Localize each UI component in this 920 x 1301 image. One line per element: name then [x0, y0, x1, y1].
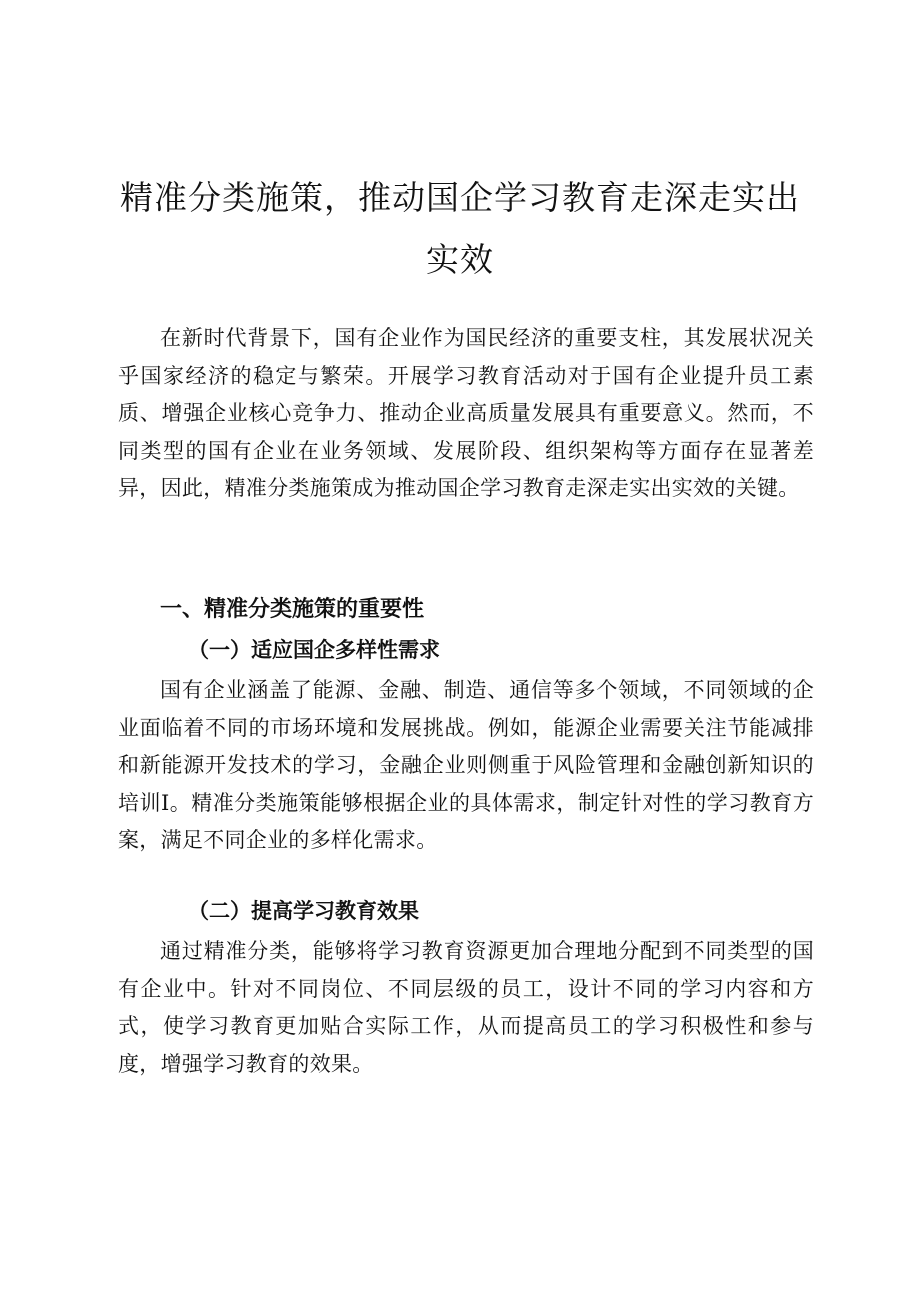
- subsection-1-paragraph: 国有企业涵盖了能源、金融、制造、通信等多个领域，不同领域的企业面临着不同的市场环境和发展挑战。例如，能源企业需要关注节能减排和新能源开发技术的学习，金融企业则侧重于风险管理和金融创新知识的培训I。精准分类施策能够根据企业的具体需求，制定针对性的学习教育方案，满足不同企业的多样化需求。: [118, 678, 814, 853]
- document-title-line-2: 实效: [426, 240, 494, 279]
- intro-paragraph: 在新时代背景下，国有企业作为国民经济的重要支柱，其发展状况关乎国家经济的稳定与繁荣。开展学习教育活动对于国有企业提升员工素质、增强企业核心竞争力、推动企业高质量发展具有重要意义。然而，不同类型的国有企业在业务领域、发展阶段、组织架构等方面存在显著差异，因此，精准分类施策成为推动国企学习教育走深走实出实效的关键。: [118, 326, 814, 501]
- document-title-line-1: 精准分类施策，推动国企学习教育走深走实出: [120, 178, 800, 217]
- subsection-2-paragraph: 通过精准分类，能够将学习教育资源更加合理地分配到不同类型的国有企业中。针对不同岗位、不同层级的员工，设计不同的学习内容和方式，使学习教育更加贴合实际工作，从而提高员工的学习积极性和参与度，增强学习教育的效果。: [118, 939, 814, 1076]
- subsection-1-heading: （一）适应国企多样性需求: [188, 637, 440, 662]
- subsection-2-heading: （二）提高学习教育效果: [188, 898, 419, 923]
- section-1-heading: 一、精准分类施策的重要性: [160, 597, 425, 622]
